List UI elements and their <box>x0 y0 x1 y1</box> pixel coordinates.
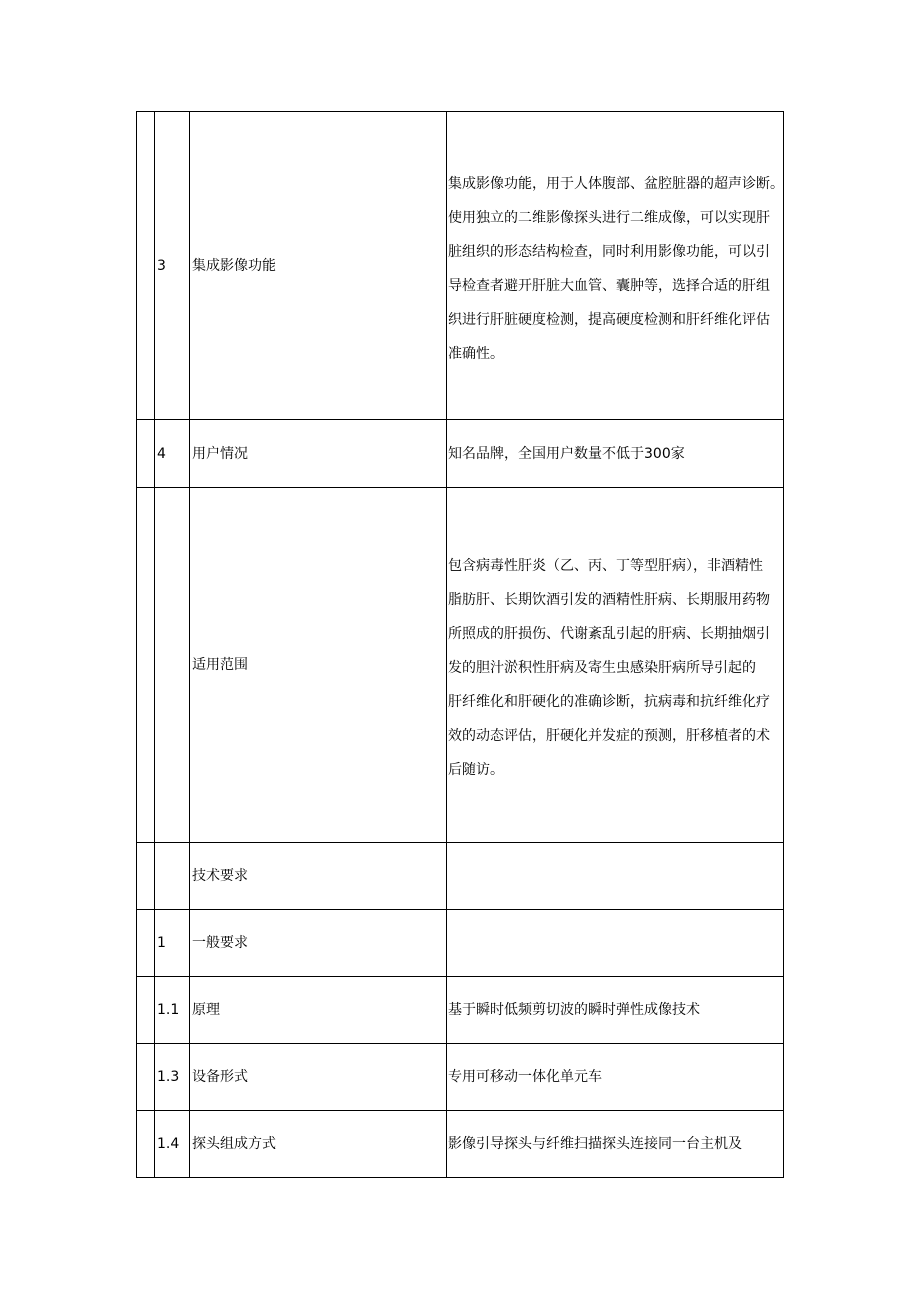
blank-cell <box>137 843 155 910</box>
description-line: 使用独立的二维影像探头进行二维成像，可以实现肝 <box>448 209 770 226</box>
item-description <box>447 112 784 420</box>
item-name: 技术要求 <box>190 843 447 910</box>
spec-table <box>136 111 784 1178</box>
description-line: 织进行肝脏硬度检测，提高硬度检测和肝纤维化评估 <box>448 311 770 328</box>
table-row <box>137 910 784 977</box>
description-line: 发的胆汁淤积性肝病及寄生虫感染肝病所导引起的 <box>448 660 756 676</box>
blank-cell <box>137 488 155 843</box>
row-number: 1 <box>155 910 190 977</box>
description-line: 脂肪肝、长期饮酒引发的酒精性肝病、长期服用药物 <box>448 592 770 608</box>
row-number: 3 <box>155 112 190 420</box>
item-description <box>447 910 784 977</box>
description-line: 所照成的肝损伤、代谢紊乱引起的肝病、长期抽烟引 <box>448 626 770 642</box>
item-name: 用户情况 <box>190 420 447 488</box>
description-line: 准确性。 <box>448 345 504 362</box>
table-row <box>137 1044 784 1111</box>
item-description <box>447 420 784 488</box>
description-line: 基于瞬时低频剪切波的瞬时弹性成像技术 <box>448 1002 700 1018</box>
description-line: 肝纤维化和肝硬化的准确诊断，抗病毒和抗纤维化疗 <box>448 694 770 710</box>
table-row <box>137 112 784 420</box>
item-name: 适用范围 <box>190 488 447 843</box>
row-number <box>155 488 190 843</box>
item-description <box>447 1111 784 1178</box>
table-row <box>137 977 784 1044</box>
description-line: 专用可移动一体化单元车 <box>448 1069 602 1085</box>
row-number: 4 <box>155 420 190 488</box>
item-description <box>447 1044 784 1111</box>
table-row <box>137 420 784 488</box>
item-description <box>447 488 784 843</box>
blank-cell <box>137 1044 155 1111</box>
description-line: 集成影像功能，用于人体腹部、盆腔脏器的超声诊断。 <box>448 175 784 192</box>
description-line: 导检查者避开肝脏大血管、囊肿等，选择合适的肝组 <box>448 277 770 294</box>
table-row <box>137 843 784 910</box>
blank-cell <box>137 420 155 488</box>
description-line: 脏组织的形态结构检查，同时利用影像功能，可以引 <box>448 243 770 260</box>
row-number: 1.1 <box>155 977 190 1044</box>
table-row <box>137 1111 784 1178</box>
item-name: 原理 <box>190 977 447 1044</box>
description-line: 知名品牌，全国用户数量不低于300家 <box>448 445 685 462</box>
description-line: 影像引导探头与纤维扫描探头连接同一台主机及 <box>448 1136 742 1152</box>
description-line: 包含病毒性肝炎（乙、丙、丁等型肝病），非酒精性 <box>448 558 763 574</box>
blank-cell <box>137 977 155 1044</box>
item-name: 集成影像功能 <box>190 112 447 420</box>
table-row <box>137 488 784 843</box>
blank-cell <box>137 910 155 977</box>
blank-cell <box>137 1111 155 1178</box>
blank-cell <box>137 112 155 420</box>
item-description <box>447 843 784 910</box>
item-name: 设备形式 <box>190 1044 447 1111</box>
row-number: 1.4 <box>155 1111 190 1178</box>
item-name: 一般要求 <box>190 910 447 977</box>
item-name: 探头组成方式 <box>190 1111 447 1178</box>
description-line: 后随访。 <box>448 762 504 778</box>
item-description <box>447 977 784 1044</box>
row-number: 1.3 <box>155 1044 190 1111</box>
row-number <box>155 843 190 910</box>
description-line: 效的动态评估，肝硬化并发症的预测，肝移植者的术 <box>448 728 770 744</box>
